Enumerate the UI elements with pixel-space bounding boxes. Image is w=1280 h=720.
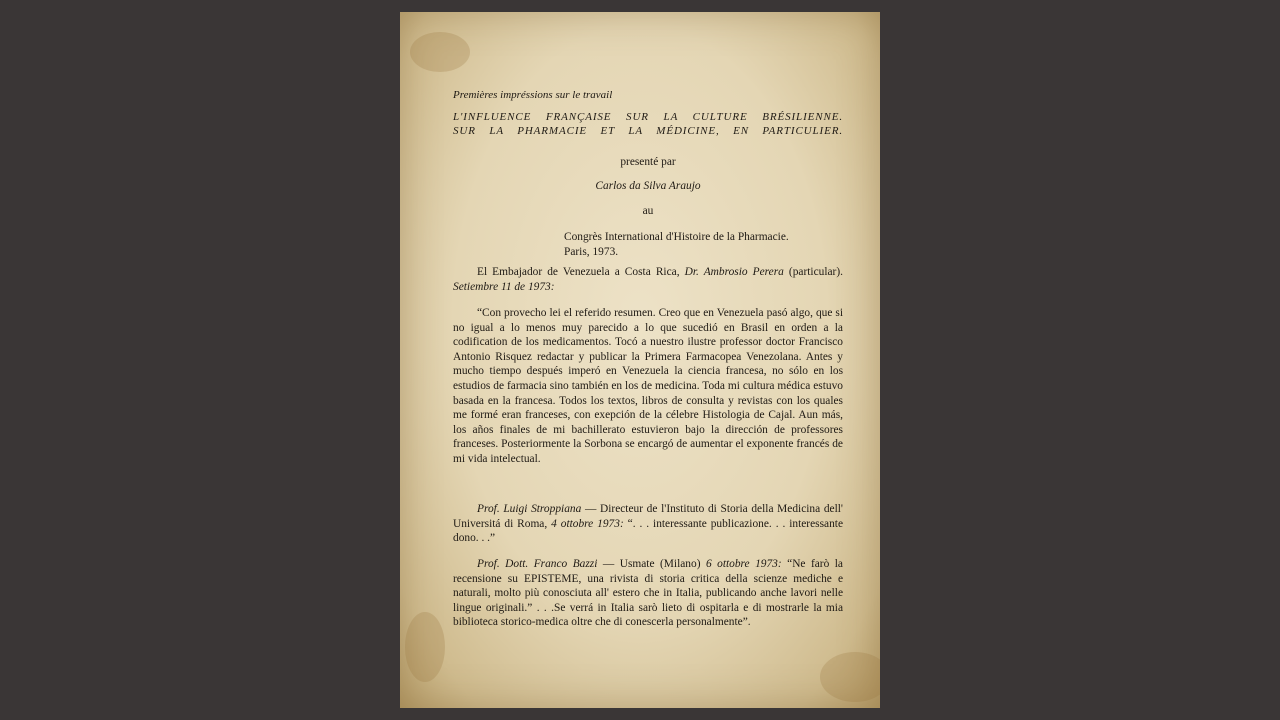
title-line-2: SUR LA PHARMACIE ET LA MÉDICINE, EN PARTICULIER. — [453, 125, 843, 137]
paper-stain — [405, 612, 445, 682]
p3-date: 4 ottobre 1973: — [551, 517, 624, 530]
p4-text: — Usmate (Milano) — [597, 558, 706, 570]
p4-name: Prof. Dott. Franco Bazzi — [477, 558, 598, 570]
paragraph-ambassador — [453, 265, 843, 294]
au-label: au — [642, 205, 654, 217]
header-line: Premières impréssions sur le travail — [453, 89, 613, 101]
presented-by: presenté par — [620, 156, 676, 168]
title-line-1: L'INFLUENCE FRANÇAISE SUR LA CULTURE BRÉSILIENNE. — [453, 111, 843, 123]
paper-stain — [820, 652, 880, 702]
p3-quote: “. . . interessante publicazione. . . interessante dono. . .” — [453, 517, 843, 545]
p1-text: El Embajador de Venezuela a Costa Rica, — [477, 266, 685, 278]
p3-text: — Directeur de l'Instituto di Storia della Medicina dell' Universitá di Roma, — [453, 503, 843, 530]
p1-date: Setiembre 11 de 1973: — [453, 280, 555, 293]
congress-info — [564, 230, 844, 259]
paragraph-quote-venezuela: “Con provecho lei el referido resumen. Creo que en Venezuela pasó algo, que si no igual a lo menos muy parecido a lo que sucedió en Brasil en orden a la codification de los medicamentos. Tocó a nuestro ilustre professor doctor Francisco Antonio Risquez redactar y publicar la Primera Farmacopea Venezolana. Antes y mucho tiempo después imperó en Venezuela la ciencia francesa, no sólo en los estudios de farmacia sino también en los de medicina. Toda mi cultura médica estuvo basada en la francesa. Todos los textos, libros de consulta y revistas con los quales me formé eran franceses, con exepción de la célebre Histologia de Cajal. Aun más, los años finales de mi bachillerato estuvieron bajo la dirección de professores franceses. Posteriormente la Sorbona se encargó de aumentar el exponente francés de mi vida intelectual. — [453, 307, 843, 465]
document-page — [400, 12, 880, 708]
paragraph-bazzi — [453, 557, 843, 630]
congress-line-1: Congrès International d'Histoire de la Pharmacie. — [564, 231, 789, 243]
p1-text2: (particular). — [783, 266, 843, 278]
p4-date: 6 ottobre 1973: — [705, 558, 782, 570]
p1-name: Dr. Ambrosio Perera — [684, 266, 784, 278]
p4-quote: “Ne farò la recensione su EPISTEME, una rivista di storia critica della scienze mediche e naturali, molto più conosciuta all' estero che in Italia, publicando anche lavori nelle lingue originali.” . . .Se verrá in Italia sarò lieto di ospitarla e di mostrarle la mia biblioteca storico-medica oltre che di conescerla personalmente”. — [453, 558, 843, 629]
author-name: Carlos da Silva Araujo — [595, 180, 701, 192]
paragraph-stroppiana — [453, 502, 843, 546]
congress-line-2: Paris, 1973. — [564, 245, 619, 258]
document-title — [453, 110, 843, 138]
p3-name: Prof. Luigi Stroppiana — [477, 503, 582, 515]
paper-stain — [410, 32, 470, 72]
